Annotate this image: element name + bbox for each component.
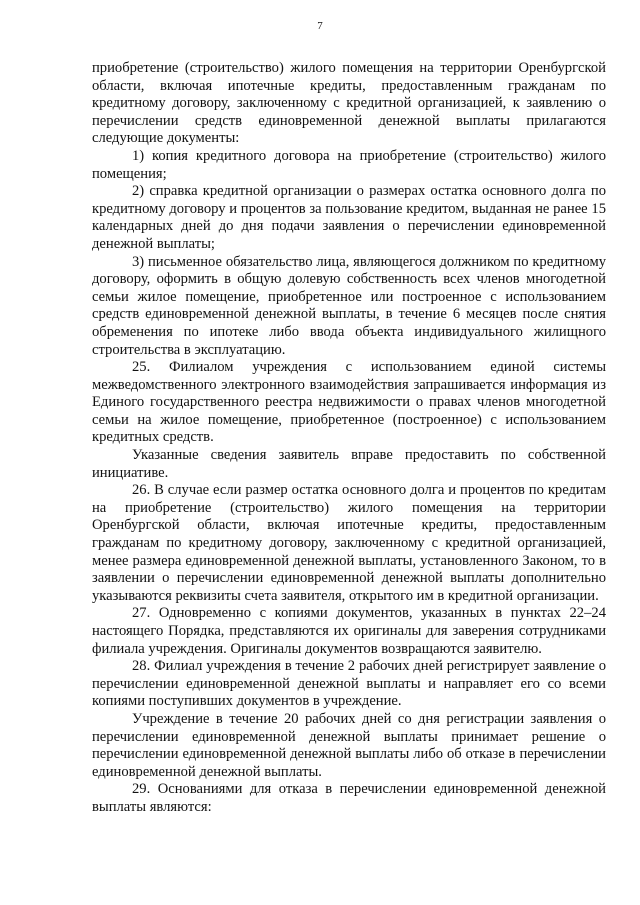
paragraph-clause-28: 28. Филиал учреждения в течение 2 рабочих дней регистрирует заявление о перечислении единовременной денежной выплаты и направляет его со всеми копиями поступивших документов в учреждение. xyxy=(92,658,606,710)
paragraph-clause-25: 25. Филиалом учреждения с использованием единой системы межведомственного электронного взаимодействия запрашивается информация из Единого государственного реестра недвижимости о правах членов многодетной семьи на жилое помещение, приобретенное (построенное) с использованием кредитных средств. xyxy=(92,359,606,446)
paragraph-clause-26: 26. В случае если размер остатка основного долга и процентов по кредитам на приобретение (строительство) жилого помещения на территории Оренбургской области, включая ипотечные кредиты, предоставленным гражданам по кредитному договору, заключенному с кредитной организацией, менее размера единовременной денежной выплаты, установленного Законом, то в заявлении о перечислении единовременной денежной выплаты дополнительно указываются реквизиты счета заявителя, открытого им в кредитной организации. xyxy=(92,482,606,604)
document-body xyxy=(92,60,606,817)
paragraph-clause-27: 27. Одновременно с копиями документов, указанных в пунктах 22–24 настоящего Порядка, представляются их оригиналы для заверения сотрудниками филиала учреждения. Оригиналы документов возвращаются заявителю. xyxy=(92,605,606,657)
paragraph-item-3: 3) письменное обязательство лица, являющегося должником по кредитному договору, оформить в общую долевую собственность всех членов многодетной семьи жилое помещение, приобретенное или построенное с использованием средств единовременной денежной выплаты, в течение 6 месяцев после снятия обременения по ипотеке либо ввода объекта индивидуального жилищного строительства в эксплуатацию. xyxy=(92,253,606,358)
paragraph-clause-25-note: Указанные сведения заявитель вправе предоставить по собственной инициативе. xyxy=(92,447,606,481)
paragraph-clause-28-decision: Учреждение в течение 20 рабочих дней со дня регистрации заявления о перечислении единовременной денежной выплаты принимает решение о перечислении единовременной денежной выплаты либо об отказе в перечислении единовременной денежной выплаты. xyxy=(92,710,606,780)
paragraph-item-1: 1) копия кредитного договора на приобретение (строительство) жилого помещения; xyxy=(92,147,606,182)
paragraph-continuation: приобретение (строительство) жилого помещения на территории Оренбургской области, включая ипотечные кредиты, предоставленным гражданам по кредитному договору, заключенному с кредитной организацией, к заявлению о перечислении средств единовременной денежной выплаты прилагаются следующие документы: xyxy=(92,60,606,147)
paragraph-clause-29: 29. Основаниями для отказа в перечислении единовременной денежной выплаты являются: xyxy=(92,781,606,815)
page-number: 7 xyxy=(317,20,323,32)
paragraph-item-2: 2) справка кредитной организации о размерах остатка основного долга по кредитному договору и процентов за пользование кредитом, выданная не ранее 15 календарных дней до дня подачи заявления о перечислении единовременной денежной выплаты; xyxy=(92,183,606,252)
